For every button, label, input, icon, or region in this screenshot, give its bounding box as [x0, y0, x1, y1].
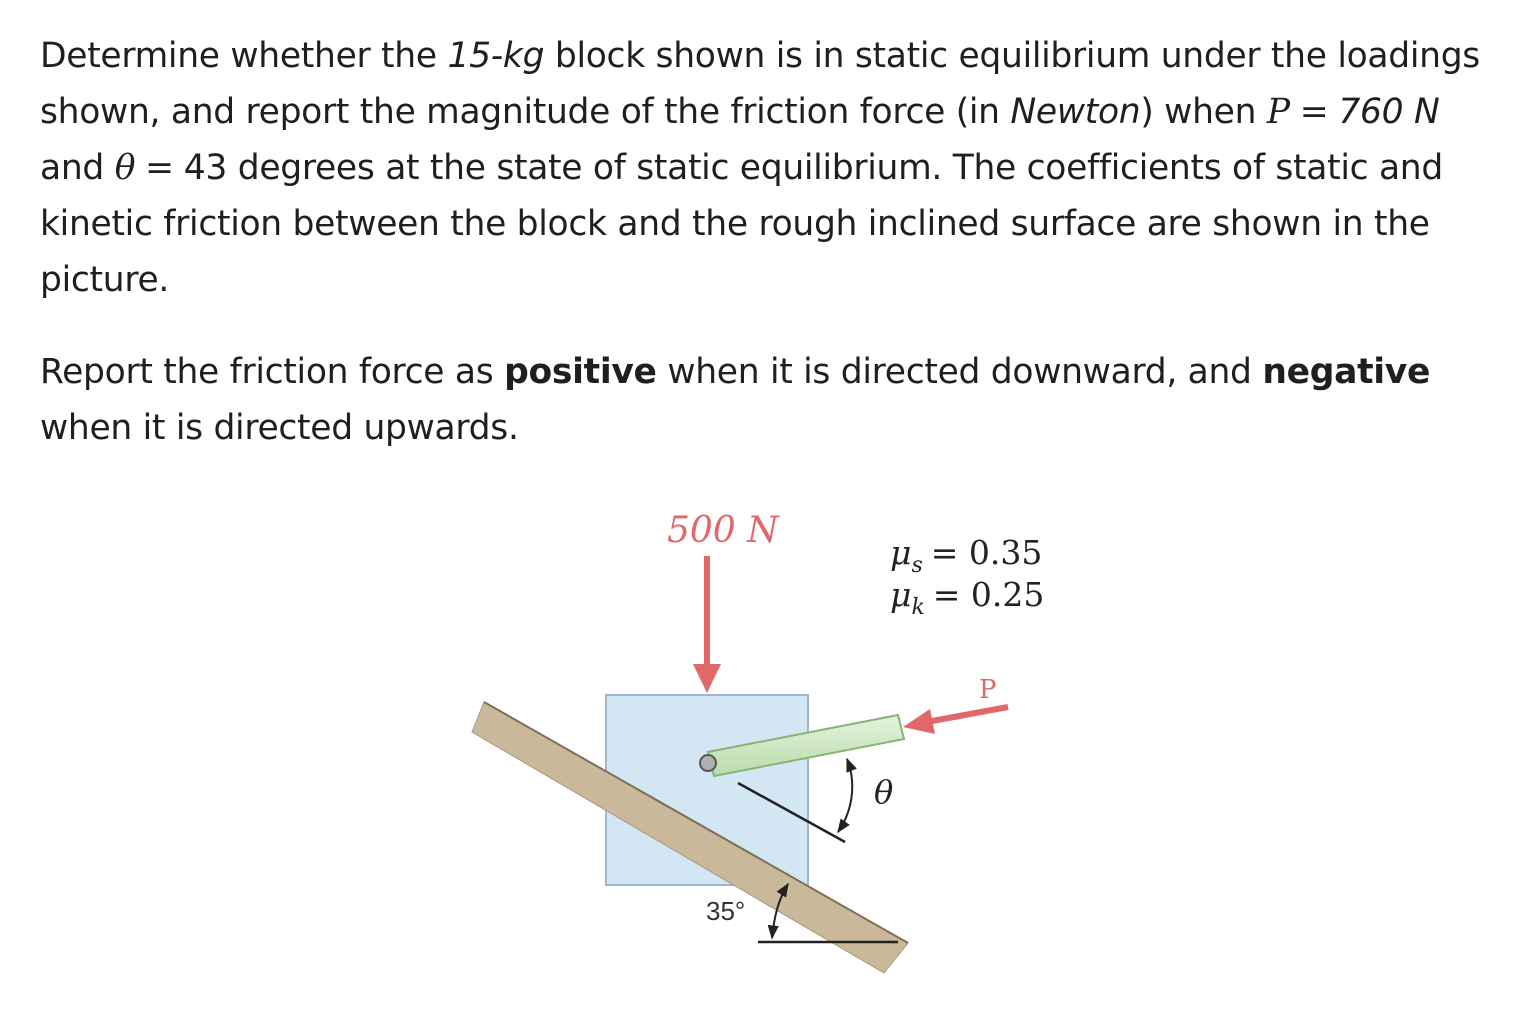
force-p-label: P — [979, 675, 997, 705]
load-arrow — [693, 556, 721, 693]
text: and — [40, 148, 115, 188]
theta-angle-arc — [838, 759, 852, 832]
slope-angle-label: 35° — [706, 896, 746, 926]
text: when it is directed upwards. — [40, 408, 519, 448]
p-value: 760 N — [1338, 92, 1440, 132]
mu-s-label: $\mu_s = 0.35$ — [890, 533, 1043, 578]
rod-pin — [700, 755, 716, 771]
theta-value: 43 degrees — [183, 148, 375, 188]
equals-sign: = — [1299, 92, 1329, 132]
text: Determine whether the — [40, 36, 448, 76]
text: Report the friction force as — [40, 352, 505, 392]
force-unit: Newton — [1010, 92, 1141, 132]
text: block shown is in static equilibrium under the loadings shown, and report the magnitude of the friction force (in — [40, 36, 1480, 132]
negative-word: negative — [1262, 352, 1431, 392]
load-label: 500 N — [667, 510, 779, 551]
theta-symbol: θ — [114, 148, 136, 188]
text: at the state of static equilibrium. The coefficients of static and kinetic friction between the block and the rough inclined surface are shown in the picture. — [40, 148, 1443, 300]
positive-word: positive — [504, 352, 657, 392]
block-mass: 15-kg — [447, 36, 545, 76]
equals-sign: = — [145, 148, 174, 188]
text: when it is directed downward, and — [656, 352, 1263, 392]
force-p-arrow — [903, 707, 1008, 734]
p-symbol: P — [1266, 92, 1290, 132]
mu-k-label: $\mu_k = 0.25$ — [890, 575, 1045, 620]
theta-label: θ — [874, 773, 894, 811]
text: ) when — [1140, 92, 1267, 132]
